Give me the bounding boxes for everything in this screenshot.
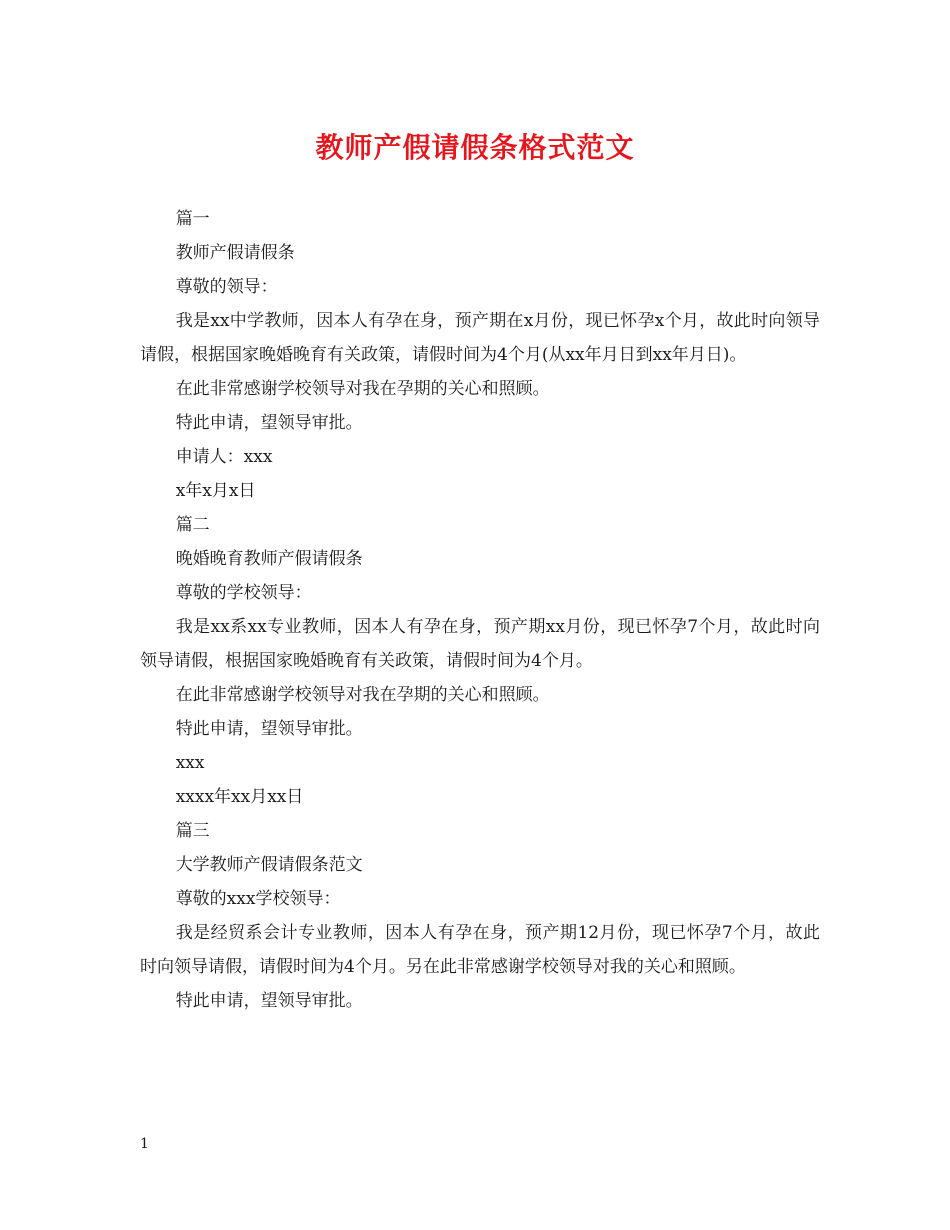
body-paragraph-2: 我是xx系xx专业教师，因本人有孕在身，预产期xx月份，现已怀孕7个月，故此时向领导请假，根据国家晚婚晚育有关政策，请假时间为4个月。 <box>140 617 820 671</box>
thanks-paragraph-2: 在此非常感谢学校领导对我在孕期的关心和照顾。 <box>175 685 550 705</box>
applicant-2: xxx <box>175 753 205 773</box>
request-paragraph-1: 特此申请，望领导审批。 <box>175 413 363 433</box>
section-heading-2: 篇二 <box>175 515 210 535</box>
applicant-1: 申请人：xxx <box>175 447 273 467</box>
body-paragraph-1: 我是xx中学教师，因本人有孕在身，预产期在x月份，现已怀孕x个月，故此时向领导请假，根据国家晚婚晚育有关政策，请假时间为4个月(从xx年月日到xx年月日)。 <box>140 311 820 365</box>
request-paragraph-3: 特此申请，望领导审批。 <box>175 991 363 1011</box>
request-paragraph-2: 特此申请，望领导审批。 <box>175 719 363 739</box>
date-1: x年x月x日 <box>175 481 256 501</box>
section-heading-1: 篇一 <box>175 209 210 229</box>
thanks-paragraph-1: 在此非常感谢学校领导对我在孕期的关心和照顾。 <box>175 379 550 399</box>
page-number: 1 <box>140 1136 149 1152</box>
section-heading-3: 篇三 <box>175 821 210 841</box>
date-2: xxxx年xx月xx日 <box>175 787 304 807</box>
salutation-3: 尊敬的xxx学校领导： <box>175 889 341 909</box>
salutation-2: 尊敬的学校领导： <box>175 583 312 603</box>
document-title: 教师产假请假条格式范文 <box>315 131 635 164</box>
letter-title-3: 大学教师产假请假条范文 <box>175 855 363 875</box>
document-body <box>140 202 820 1018</box>
letter-title-1: 教师产假请假条 <box>175 243 295 263</box>
body-paragraph-3: 我是经贸系会计专业教师，因本人有孕在身，预产期12月份，现已怀孕7个月，故此时向领导请假，请假时间为4个月。另在此非常感谢学校领导对我的关心和照顾。 <box>140 923 820 977</box>
letter-title-2: 晚婚晚育教师产假请假条 <box>175 549 363 569</box>
salutation-1: 尊敬的领导： <box>175 277 278 297</box>
